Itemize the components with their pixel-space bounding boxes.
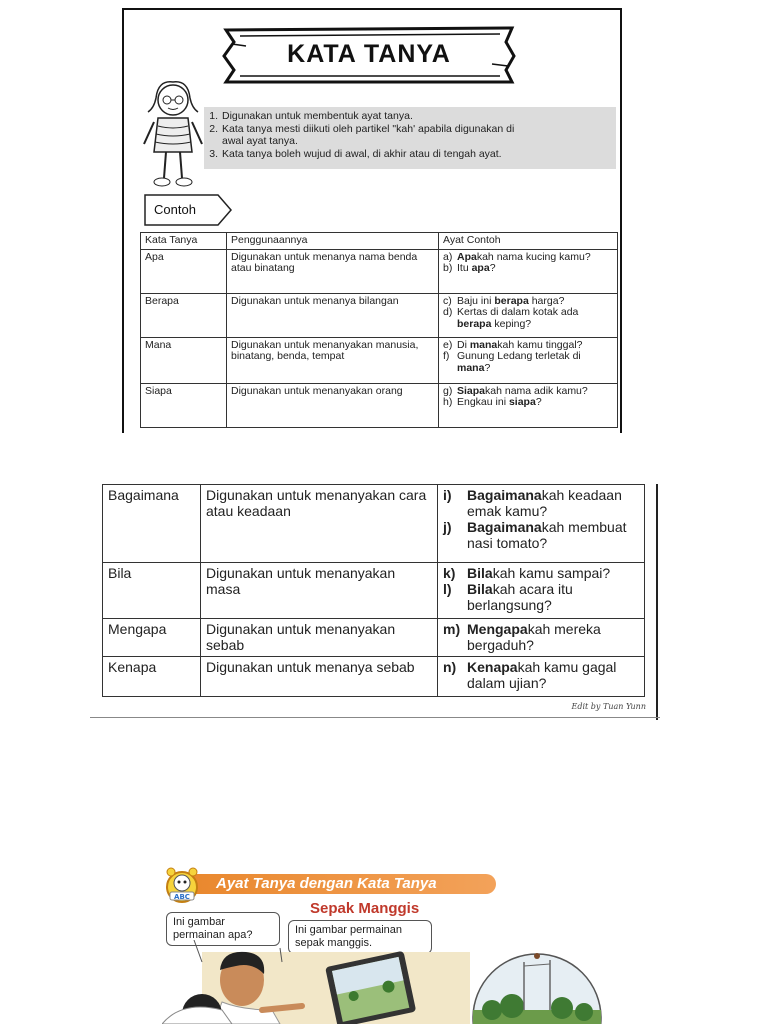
note-item bbox=[204, 135, 298, 147]
question-word-highlight: mana bbox=[457, 361, 485, 374]
example-sentence bbox=[443, 659, 639, 691]
note-number: 3. bbox=[209, 148, 218, 160]
usage-cell: Digunakan untuk menanya nama benda atau binatang bbox=[227, 249, 439, 293]
question-word-cell: Bila bbox=[103, 563, 201, 619]
example-label: n) bbox=[443, 659, 457, 675]
usage-cell: Digunakan untuk menanya bilangan bbox=[227, 293, 439, 337]
example-text: kah keadaan emak kamu? bbox=[467, 487, 622, 519]
example-label: i) bbox=[443, 487, 452, 503]
header-cell: Penggunaannya bbox=[227, 233, 439, 250]
usage-cell: Digunakan untuk menanyakan orang bbox=[227, 383, 439, 427]
example-text: Itu bbox=[457, 262, 472, 274]
example-cell bbox=[439, 293, 618, 337]
example-text: Gunung Ledang terletak di bbox=[457, 350, 581, 362]
example-text: harga? bbox=[528, 294, 565, 307]
worksheet-page-1 bbox=[108, 0, 638, 433]
usage-cell: Digunakan untuk menanya sebab bbox=[201, 657, 438, 697]
note-item bbox=[204, 110, 413, 122]
note-text: Digunakan untuk membentuk ayat tanya. bbox=[222, 110, 413, 122]
book-subtitle: Sepak Manggis bbox=[310, 900, 420, 917]
example-text: Di bbox=[457, 338, 470, 351]
example-cell bbox=[438, 619, 645, 657]
table-row bbox=[103, 485, 645, 563]
table-row bbox=[103, 563, 645, 619]
example-text: kah nama kucing kamu? bbox=[476, 250, 591, 263]
page-title: KATA TANYA bbox=[287, 40, 451, 68]
question-word-cell: Siapa bbox=[141, 383, 227, 427]
question-word-highlight: Bila bbox=[467, 581, 493, 597]
question-word-highlight: siapa bbox=[508, 396, 536, 408]
example-text: ? bbox=[489, 262, 496, 274]
question-word-cell: Mana bbox=[141, 337, 227, 383]
note-text: awal ayat tanya. bbox=[222, 135, 298, 147]
question-word-cell: Berapa bbox=[141, 293, 227, 337]
example-text: kah kamu tinggal? bbox=[497, 338, 583, 351]
header-cell: Kata Tanya bbox=[141, 233, 227, 250]
note-number: 1. bbox=[209, 110, 218, 122]
usage-cell: Digunakan untuk menanyakan manusia, binatang, benda, tempat bbox=[227, 337, 439, 383]
example-text: kah kamu gagal dalam ujian? bbox=[467, 659, 617, 691]
example-sentence bbox=[443, 565, 639, 581]
question-word-highlight: Bagaimana bbox=[467, 487, 542, 503]
girl-illustration bbox=[138, 78, 208, 190]
page-divider bbox=[90, 717, 660, 718]
example-cell bbox=[438, 485, 645, 563]
note-text: Kata tanya boleh wujud di awal, di akhir atau di tengah ayat. bbox=[222, 148, 502, 160]
example-label: l) bbox=[443, 581, 452, 597]
question-word-cell: Mengapa bbox=[103, 619, 201, 657]
example-label: k) bbox=[443, 565, 456, 581]
svg-text:ABC: ABC bbox=[174, 893, 190, 901]
table-row bbox=[103, 657, 645, 697]
example-text: kah acara itu berlangsung? bbox=[467, 581, 573, 613]
question-word-cell: Apa bbox=[141, 249, 227, 293]
example-text: kah nama adik kamu? bbox=[485, 384, 588, 397]
abc-clock-mascot-icon bbox=[162, 866, 202, 906]
book-page bbox=[162, 866, 622, 1024]
table-row bbox=[103, 619, 645, 657]
note-number: 2. bbox=[209, 123, 218, 135]
example-text: Engkau ini bbox=[457, 396, 509, 408]
example-sentence bbox=[443, 263, 613, 275]
example-label: e) bbox=[443, 338, 453, 351]
example-cell bbox=[439, 383, 618, 427]
example-text: Baju ini bbox=[457, 294, 495, 307]
example-label: c) bbox=[443, 294, 452, 307]
boys-illustration bbox=[162, 940, 622, 1024]
example-cell bbox=[438, 657, 645, 697]
example-label: g) bbox=[443, 384, 453, 397]
example-label: b) bbox=[443, 262, 453, 274]
usage-cell: Digunakan untuk menanyakan masa bbox=[201, 563, 438, 619]
question-word-highlight: Mengapa bbox=[467, 621, 528, 637]
example-label: h) bbox=[443, 396, 453, 408]
table-header-row bbox=[141, 233, 618, 250]
example-sentence bbox=[443, 519, 639, 551]
note-item bbox=[204, 148, 502, 160]
question-word-highlight: Kenapa bbox=[467, 659, 518, 675]
table-row bbox=[141, 383, 618, 427]
example-sentence bbox=[443, 397, 613, 409]
worksheet-page-2 bbox=[90, 484, 660, 720]
question-word-highlight: Siapa bbox=[457, 384, 486, 397]
header-cell: Ayat Contoh bbox=[439, 233, 618, 250]
example-label: j) bbox=[443, 519, 452, 535]
example-text: Kertas di dalam kotak ada bbox=[457, 306, 579, 318]
table-row bbox=[141, 337, 618, 383]
signature: Edit by Tuan Yunn bbox=[571, 702, 646, 711]
example-text: keping? bbox=[491, 317, 532, 330]
example-label: m) bbox=[443, 621, 461, 637]
question-word-highlight: mana bbox=[469, 338, 498, 351]
example-sentence bbox=[443, 307, 613, 330]
example-text: ? bbox=[535, 396, 542, 408]
example-text: kah kamu sampai? bbox=[492, 565, 611, 581]
example-label: d) bbox=[443, 306, 453, 318]
question-words-table-continued bbox=[102, 484, 645, 697]
question-word-cell: Kenapa bbox=[103, 657, 201, 697]
usage-cell: Digunakan untuk menanyakan cara atau keadaan bbox=[201, 485, 438, 563]
example-tag-label: Contoh bbox=[154, 202, 196, 217]
note-text: Kata tanya mesti diikuti oleh partikel "kah' apabila digunakan di bbox=[222, 123, 515, 135]
example-text: kah membuat nasi tomato? bbox=[467, 519, 627, 551]
example-cell bbox=[439, 249, 618, 293]
example-cell bbox=[438, 563, 645, 619]
question-word-highlight: Apa bbox=[457, 250, 477, 263]
question-word-highlight: berapa bbox=[494, 294, 529, 307]
page-border bbox=[656, 484, 658, 720]
note-item bbox=[204, 123, 514, 135]
question-word-highlight: apa bbox=[471, 262, 490, 274]
question-word-highlight: Bagaimana bbox=[467, 519, 542, 535]
example-tag bbox=[144, 194, 232, 226]
question-word-highlight: Bila bbox=[467, 565, 493, 581]
example-text: kah mereka bergaduh? bbox=[467, 621, 601, 653]
example-text: ? bbox=[484, 361, 491, 374]
example-sentence bbox=[443, 581, 639, 613]
question-words-table bbox=[140, 232, 618, 428]
title-banner bbox=[220, 24, 518, 86]
example-sentence bbox=[443, 621, 639, 653]
table-row bbox=[141, 293, 618, 337]
book-banner bbox=[192, 874, 496, 894]
example-label: a) bbox=[443, 250, 453, 263]
book-banner-title: Ayat Tanya dengan Kata Tanya bbox=[216, 875, 437, 892]
example-sentence bbox=[443, 487, 639, 519]
speech-bubble-question: Ini gambar permainan apa? bbox=[166, 912, 280, 946]
usage-cell: Digunakan untuk menanyakan sebab bbox=[201, 619, 438, 657]
table-row bbox=[141, 249, 618, 293]
question-word-cell: Bagaimana bbox=[103, 485, 201, 563]
example-sentence bbox=[443, 351, 613, 374]
example-label: f) bbox=[443, 350, 450, 362]
speech-bubble-answer: Ini gambar permainan sepak manggis. bbox=[288, 920, 432, 954]
question-word-highlight: berapa bbox=[457, 317, 492, 330]
example-cell bbox=[439, 337, 618, 383]
notes-box bbox=[204, 107, 616, 169]
